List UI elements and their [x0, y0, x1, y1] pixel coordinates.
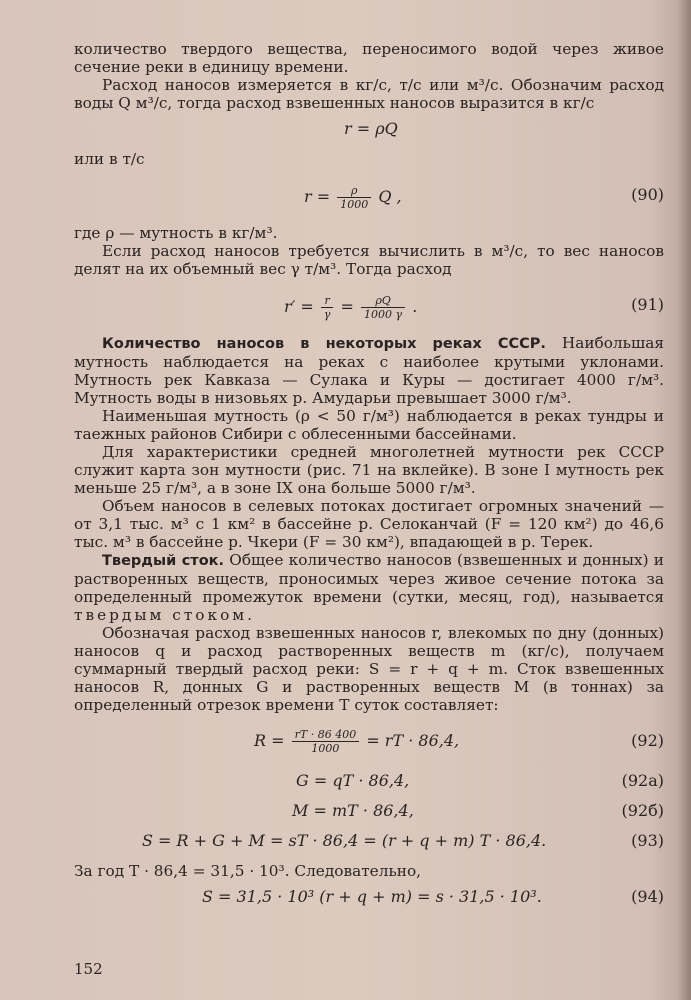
formula-93 [74, 832, 664, 854]
paragraph-solid [74, 551, 664, 624]
formula-92b [74, 802, 664, 824]
formula-90-numerator: ρ [337, 184, 371, 198]
paragraph-1: количество твердого вещества, переносимого водой через живое сечение реки в единицу времени. [74, 40, 664, 76]
formula-93-expr: S = R + G + M = sT · 86,4 = (r + q + m) T · 86,4. [142, 831, 547, 850]
page-content [74, 40, 664, 918]
formula-94-expr: S = 31,5 · 10³ (r + q + m) = s · 31,5 · 10³. [202, 887, 542, 906]
formula-r-expr: r = ρQ [344, 119, 398, 138]
formula-92-fraction [292, 728, 360, 755]
formula-91-fraction-1 [321, 294, 334, 321]
formula-92a-label: (92а) [621, 771, 664, 790]
formula-90-left: r = [304, 187, 331, 206]
paragraph-2: Расход наносов измеряется в кг/с, т/с или м³/с. Обозначим расход воды Q м³/с, тогда расход взвешенных наносов выразится в кг/с [74, 76, 664, 112]
formula-90 [74, 174, 664, 218]
where-line: где ρ — мутность в кг/м³. [74, 224, 278, 242]
page-spine-shadow [677, 0, 691, 1000]
formula-91-label: (91) [631, 295, 664, 314]
formula-92b-label: (92б) [621, 801, 664, 820]
formula-92-left: R = [254, 731, 285, 750]
page-number: 152 [74, 960, 103, 978]
formula-r [74, 120, 664, 142]
paragraph-6: Для характеристики средней многолетней мутности рек СССР служит карта зон мутности (рис. 71 на вклейке). В зоне I мутность рек меньше 25 г/м³, а в зоне IX она больше 5000 г/м³. [74, 443, 664, 497]
formula-91 [74, 284, 664, 328]
formula-92 [74, 720, 664, 764]
heading-quantity: Количество наносов в некоторых реках СССР. [102, 336, 546, 352]
formula-91-denominator-1: γ [323, 308, 331, 321]
formula-91-left: r′ = [284, 297, 314, 316]
paragraph-4: Наибольшая мутность наблюдается на реках с наиболее крутыми уклонами. Мутность рек Кавказа — Сулака и Куры — достигает 4000 г/м³. Мутность воды в низовьях р. Амударьи превышает 3000 г/м³. [74, 334, 664, 407]
formula-94-label: (94) [631, 887, 664, 906]
formula-90-fraction [337, 184, 371, 211]
term-solid-runoff: твердым стоком. [74, 606, 256, 624]
year-line: За год T · 86,4 = 31,5 · 10³. Следовательно, [74, 862, 422, 880]
formula-90-denominator: 1000 [340, 198, 369, 211]
formula-91-expr [284, 294, 417, 321]
paragraph-5: Наименьшая мутность (ρ < 50 г/м³) наблюдается в реках тундры и таежных районов Сибири с облесенными бассейнами. [74, 407, 664, 443]
formula-94 [74, 888, 664, 910]
paragraph-quantity [74, 334, 664, 407]
paragraph-9: Обозначая расход взвешенных наносов r, влекомых по дну (донных) наносов q и расход растворенных веществ m (кг/с), получаем суммарный твердый расход реки: S = r + q + m. Сток взвешенных наносов R, донных G и растворенных веществ M (в тоннах) за определенный отрезок времени T суток составляет: [74, 624, 664, 714]
formula-92-expr [254, 728, 459, 755]
formula-92-label: (92) [631, 731, 664, 750]
formula-92a [74, 772, 664, 794]
formula-91-numerator-1: r [321, 294, 334, 308]
paragraph-3: Если расход наносов требуется вычислить в м³/с, то вес наносов делят на их объемный вес γ т/м³. Тогда расход [74, 242, 664, 278]
formula-91-numerator-2: ρQ [361, 294, 405, 308]
formula-92a-expr: G = qT · 86,4, [296, 771, 410, 790]
formula-91-denominator-2: 1000 γ [364, 308, 403, 321]
paragraph-8: Общее количество наносов (взвешенных и донных) и растворенных веществ, проносимых через живое сечение потока за определенный промежуток времени (сутки, месяц, год), называется [74, 551, 664, 606]
or-line: или в т/с [74, 150, 145, 168]
formula-92b-expr: M = mT · 86,4, [292, 801, 414, 820]
formula-91-end: . [412, 297, 418, 316]
formula-90-expr [304, 184, 402, 211]
formula-90-right: Q , [378, 187, 402, 206]
paragraph-7: Объем наносов в селевых потоках достигает огромных значений — от 3,1 тыс. м³ с 1 км² в бассейне р. Селоканчай (F = 120 км²) до 46,6 тыс. м³ в бассейне р. Чкери (F = 30 км²), впадающей в р. Терек. [74, 497, 664, 551]
formula-92-denominator: 1000 [311, 742, 340, 755]
formula-92-numerator: rT · 86 400 [292, 728, 360, 742]
formula-90-label: (90) [631, 185, 664, 204]
heading-solid: Твердый сток. [102, 553, 225, 569]
formula-91-fraction-2 [361, 294, 405, 321]
formula-92-right: = rT · 86,4, [366, 731, 460, 750]
formula-93-label: (93) [631, 831, 664, 850]
formula-91-equals: = [340, 297, 354, 316]
